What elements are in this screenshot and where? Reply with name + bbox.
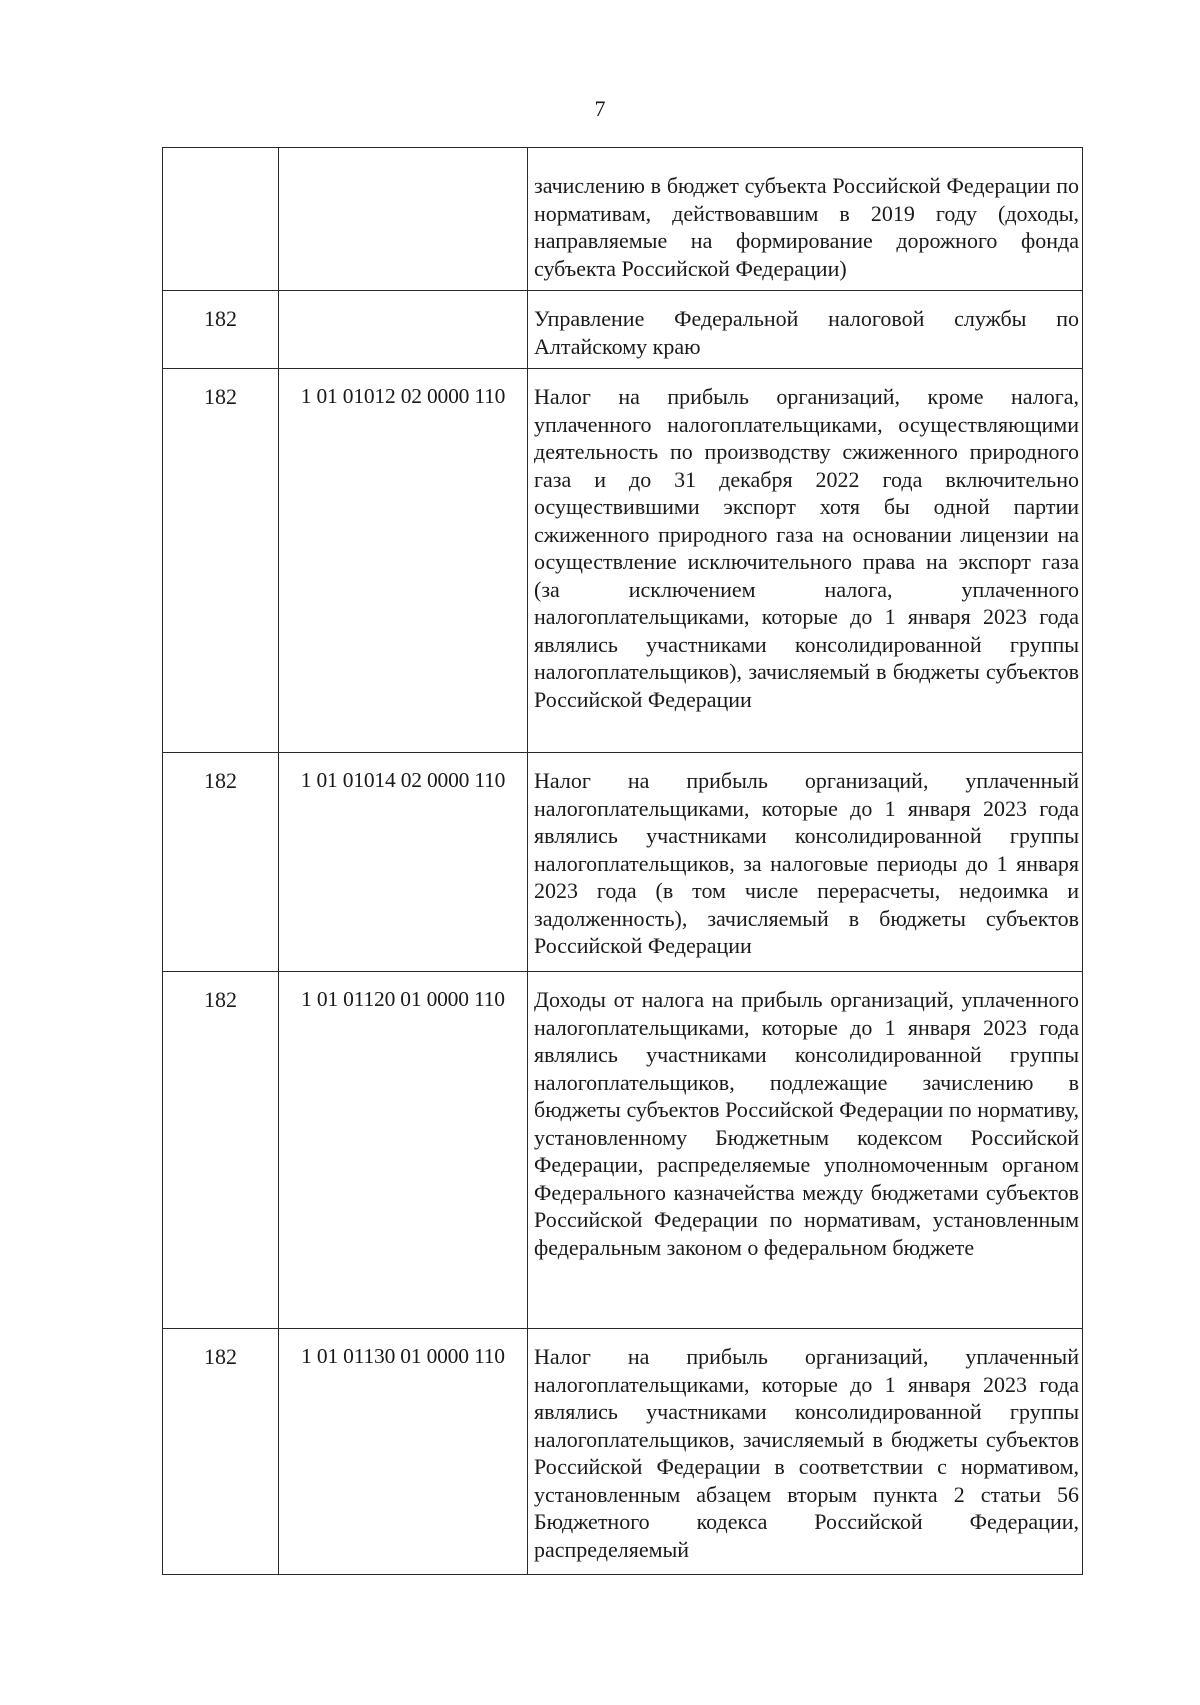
page-number: 7 [594, 96, 606, 121]
budget-code-cell: 1 01 01014 02 0000 110 [279, 753, 528, 972]
admin-code-cell: 182 [163, 291, 279, 369]
table-row [163, 291, 1083, 369]
budget-code-cell [279, 291, 528, 369]
admin-code-cell: 182 [163, 753, 279, 972]
budget-code-cell: 1 01 01120 01 0000 110 [279, 972, 528, 1329]
description-cell: Доходы от налога на прибыль организаций, уплаченного налогоплательщиками, которые до 1 января 2023 года являлись участниками консолидированной группы налогоплательщиков, подлежащие зачислению в бюджеты субъектов Российской Федерации по нормативу, установленному Бюджетным кодексом Российской Федерации, распределяемые уполномоченным органом Федерального казначейства между бюджетами субъектов Российской Федерации по нормативам, установленным федеральным законом о федеральном бюджете [528, 972, 1083, 1329]
admin-code-cell [163, 148, 279, 291]
description-cell: Налог на прибыль организаций, уплаченный налогоплательщиками, которые до 1 января 2023 года являлись участниками консолидированной группы налогоплательщиков, за налоговые периоды до 1 января 2023 года (в том числе перерасчеты, недоимка и задолженность), зачисляемый в бюджеты субъектов Российской Федерации [528, 753, 1083, 972]
description-cell: Налог на прибыль организаций, кроме налога, уплаченного налогоплательщиками, осуществляющими деятельность по производству сжиженного природного газа и до 31 декабря 2022 года включительно осуществившими экспорт хотя бы одной партии сжиженного природного газа на основании лицензии на осуществление исключительного права на экспорт газа (за исключением налога, уплаченного налогоплательщиками, которые до 1 января 2023 года являлись участниками консолидированной группы налогоплательщиков), зачисляемый в бюджеты субъектов Российской Федерации [528, 369, 1083, 753]
admin-code-cell: 182 [163, 369, 279, 753]
description-cell: Налог на прибыль организаций, уплаченный налогоплательщиками, которые до 1 января 2023 года являлись участниками консолидированной группы налогоплательщиков, зачисляемый в бюджеты субъектов Российской Федерации в соответствии с нормативом, установленным абзацем вторым пункта 2 статьи 56 Бюджетного кодекса Российской Федерации, распределяемый [528, 1329, 1083, 1575]
revenue-codes-table [162, 147, 1083, 1575]
admin-code-cell: 182 [163, 972, 279, 1329]
table-row [163, 369, 1083, 753]
table-row [163, 753, 1083, 972]
table-row [163, 1329, 1083, 1575]
admin-code-cell: 182 [163, 1329, 279, 1575]
budget-code-cell: 1 01 01130 01 0000 110 [279, 1329, 528, 1575]
table-row [163, 148, 1083, 291]
budget-code-cell: 1 01 01012 02 0000 110 [279, 369, 528, 753]
description-cell: Управление Федеральной налоговой службы по Алтайскому краю [528, 291, 1083, 369]
description-cell: зачислению в бюджет субъекта Российской Федерации по нормативам, действовавшим в 2019 году (доходы, направляемые на формирование дорожного фонда субъекта Российской Федерации) [528, 148, 1083, 291]
budget-code-cell [279, 148, 528, 291]
table-row [163, 972, 1083, 1329]
